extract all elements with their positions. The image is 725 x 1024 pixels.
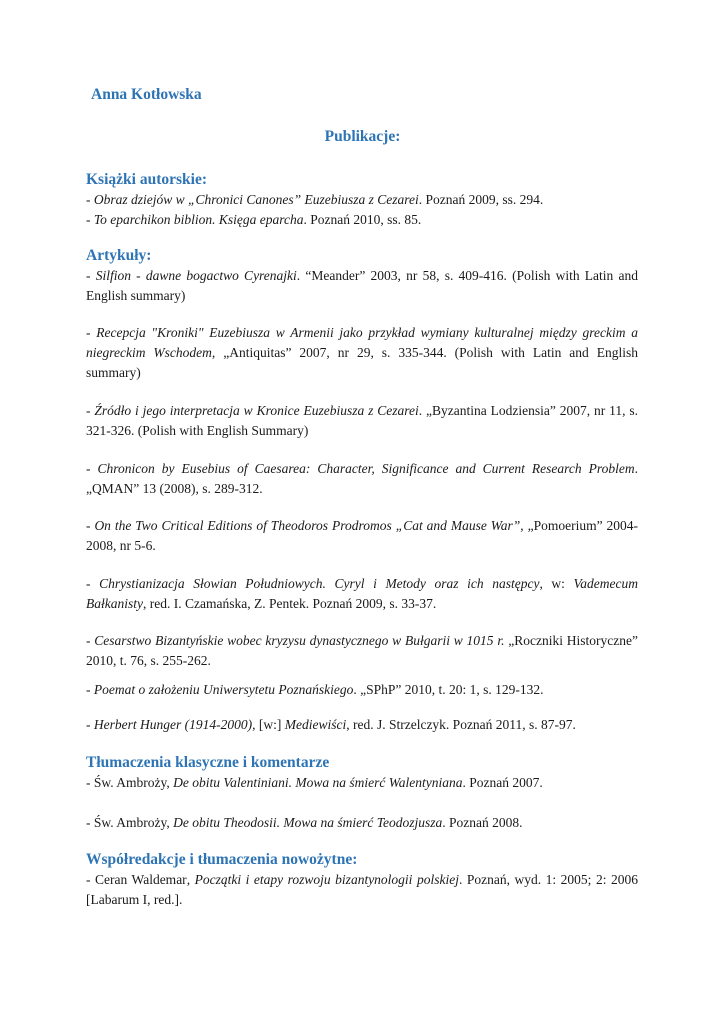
translation-entry: - Św. Ambroży, De obitu Theodosii. Mowa na śmierć Teodozjusza. Poznań 2008.: [86, 815, 523, 830]
articles-section-5: [86, 516, 638, 556]
articles-section-8: [86, 680, 638, 700]
articles-section: [86, 246, 638, 306]
article-entry: - Recepcja "Kroniki" Euzebiusza w Armenii jako przykład wymiany kulturalnej między greckim a niegreckim Wschodem, „Antiquitas” 2007, nr 29, s. 335-344. (Polish with Latin and English summary): [86, 325, 638, 380]
translations-section: [86, 753, 638, 793]
article-entry: - Chronicon by Eusebius of Caesarea: Character, Significance and Current Research Problem. „QMAN” 13 (2008), s. 289-312.: [86, 461, 638, 496]
translation-entry: - Św. Ambroży, De obitu Valentiniani. Mowa na śmierć Walentyniana. Poznań 2007.: [86, 775, 543, 790]
article-entry: - On the Two Critical Editions of Theodoros Prodromos „Cat and Mause War”, „Pomoerium” 2004-2008, nr 5-6.: [86, 518, 639, 553]
book-entry: - To eparchikon biblion. Księga eparcha. Poznań 2010, ss. 85.: [86, 212, 422, 227]
translations-section-2: [86, 813, 638, 833]
coedits-heading: Współredakcje i tłumaczenia nowożytne:: [86, 851, 358, 868]
coedits-section: [86, 850, 638, 910]
articles-section-4: [86, 459, 638, 499]
translations-heading: Tłumaczenia klasyczne i komentarze: [86, 754, 330, 771]
article-entry: - Chrystianizacja Słowian Południowych. Cyryl i Metody oraz ich następcy, w: Vademecum Bałkanisty, red. I. Czamańska, Z. Pentek. Poznań 2009, s. 33-37.: [86, 576, 639, 611]
book-entry: - Obraz dziejów w „Chronici Canones” Euzebiusza z Cezarei. Poznań 2009, ss. 294.: [86, 192, 544, 207]
books-heading: Książki autorskie:: [86, 171, 207, 188]
page-title-text: Publikacje:: [324, 128, 401, 145]
author-name: Anna Kotłowska: [91, 86, 202, 103]
articles-section-7: [86, 631, 638, 671]
articles-section-2: [86, 323, 638, 383]
articles-section-3: [86, 401, 638, 441]
article-entry: - Poemat o założeniu Uniwersytetu Poznańskiego. „SPhP” 2010, t. 20: 1, s. 129-132.: [86, 682, 544, 697]
books-section: [86, 170, 638, 230]
page-title: [0, 128, 725, 146]
coedit-entry: - Ceran Waldemar, Początki i etapy rozwoju bizantynologii polskiej. Poznań, wyd. 1: 2005; 2: 2006 [Labarum I, red.].: [86, 872, 638, 907]
articles-section-6: [86, 574, 638, 614]
article-entry: - Silfion - dawne bogactwo Cyrenajki. “Meander” 2003, nr 58, s. 409-416. (Polish with Latin and English summary): [86, 268, 638, 303]
articles-heading: Artykuły:: [86, 247, 152, 264]
article-entry: - Źródło i jego interpretacja w Kronice Euzebiusza z Cezarei. „Byzantina Lodziensia” 2007, nr 11, s. 321-326. (Polish with English Summary): [86, 403, 638, 438]
article-entry: - Cesarstwo Bizantyńskie wobec kryzysu dynastycznego w Bułgarii w 1015 r. „Roczniki Historyczne” 2010, t. 76, s. 255-262.: [86, 633, 639, 668]
articles-section-9: [86, 715, 638, 735]
article-entry: - Herbert Hunger (1914-2000), [w:] Mediewiści, red. J. Strzelczyk. Poznań 2011, s. 87-97.: [86, 717, 576, 732]
